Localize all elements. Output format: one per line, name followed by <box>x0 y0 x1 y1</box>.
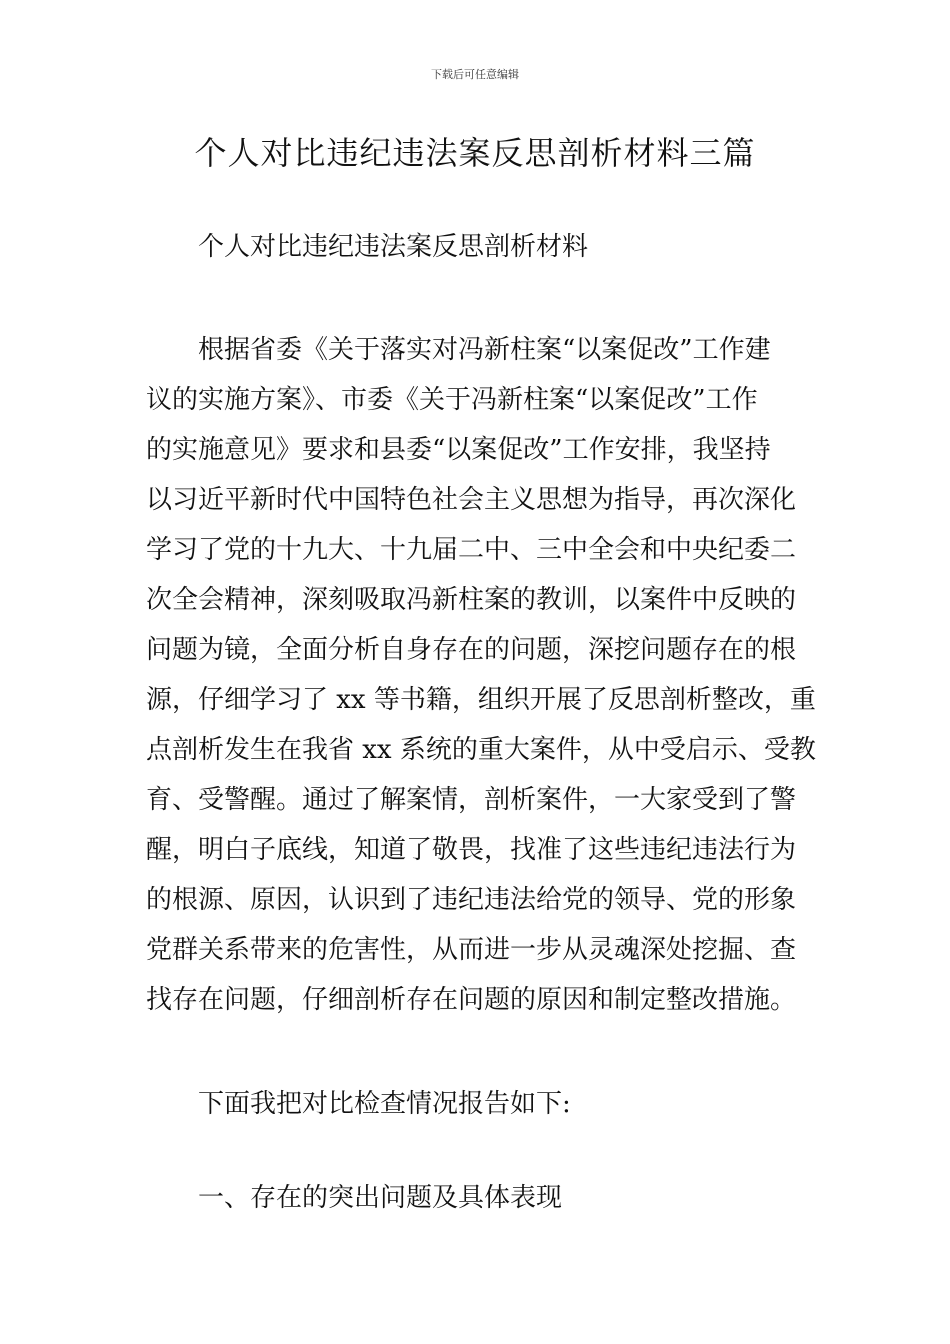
header-note: 下载后可任意编辑 <box>431 68 519 81</box>
document-title: 个人对比违纪违法案反思剖析材料三篇 <box>194 134 756 172</box>
subtitle: 个人对比违纪违法案反思剖析材料 <box>198 232 589 262</box>
paragraph-line: 点剖析发生在我省 xx 系统的重大案件，从中受启示、受教 <box>146 735 816 765</box>
paragraph-line: 醒，明白子底线，知道了敬畏，找准了这些违纪违法行为 <box>146 835 797 865</box>
paragraph-line: 源，仔细学习了 xx 等书籍，组织开展了反思剖析整改，重 <box>146 685 816 715</box>
paragraph-line: 育、受警醒。通过了解案情，剖析案件，一大家受到了警 <box>146 785 797 815</box>
paragraph-line: 次全会精神，深刻吸取冯新柱案的教训，以案件中反映的 <box>146 585 797 615</box>
paragraph-line: 的根源、原因，认识到了违纪违法给党的领导、党的形象 <box>146 885 797 915</box>
paragraph-line: 党群关系带来的危害性，从而进一步从灵魂深处挖掘、查 <box>146 935 797 965</box>
report-intro: 下面我把对比检查情况报告如下: <box>198 1089 571 1119</box>
paragraph-line: 的实施意见》要求和县委“以案促改”工作安排，我坚持 <box>146 435 771 465</box>
paragraph-line: 以习近平新时代中国特色社会主义思想为指导，再次深化 <box>146 485 797 515</box>
paragraph-line: 学习了党的十九大、十九届二中、三中全会和中央纪委二 <box>146 535 797 565</box>
paragraph-line: 议的实施方案》、市委《关于冯新柱案“以案促改”工作 <box>146 385 758 415</box>
section-heading: 一、存在的突出问题及具体表现 <box>198 1183 563 1213</box>
paragraph-line: 问题为镜，全面分析自身存在的问题，深挖问题存在的根 <box>146 635 797 665</box>
paragraph-line: 找存在问题，仔细剖析存在问题的原因和制定整改措施。 <box>146 985 797 1015</box>
paragraph-line: 根据省委《关于落实对冯新柱案“以案促改”工作建 <box>198 335 771 365</box>
